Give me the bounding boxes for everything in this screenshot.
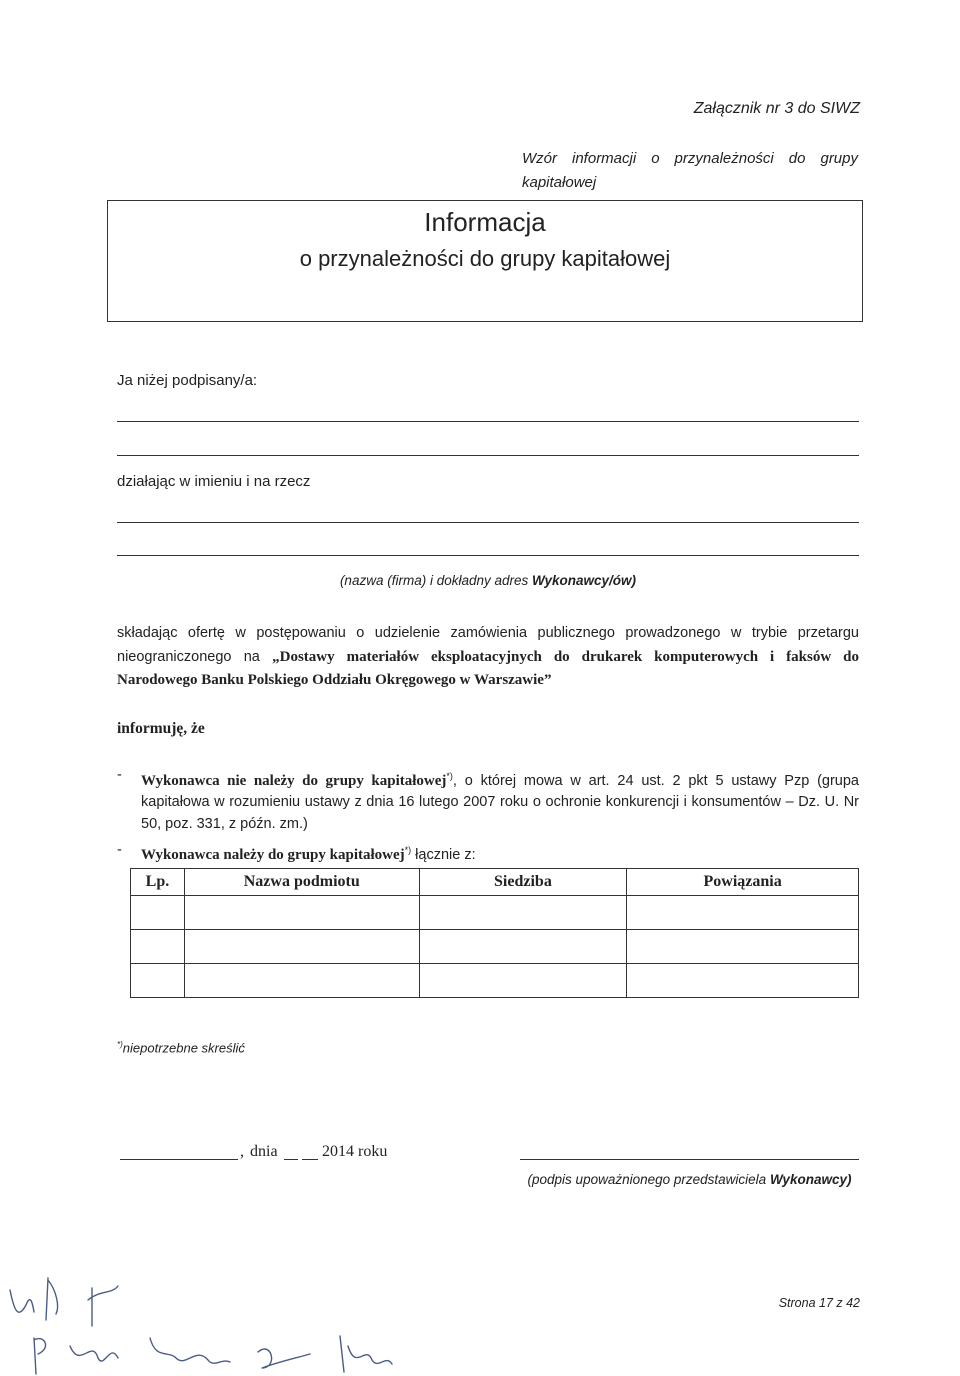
initial-stroke-5 (70, 1346, 118, 1361)
option-1-footnote-marker: *) (446, 771, 453, 781)
attachment-label: Załącznik nr 3 do SIWZ (693, 100, 860, 117)
template-line-2: kapitałowej (522, 174, 597, 191)
table-row (131, 930, 859, 964)
footnote (117, 1040, 245, 1055)
acting-label: działając w imieniu i na rzecz (117, 473, 311, 490)
initial-stroke-2 (46, 1278, 58, 1320)
contractor-field-line-2[interactable] (117, 555, 859, 556)
option-1-text (141, 766, 859, 835)
initial-stroke-8 (340, 1336, 392, 1372)
table-cell[interactable] (131, 896, 185, 930)
initial-stroke-3 (88, 1286, 118, 1326)
table-cell[interactable] (131, 930, 185, 964)
col-header-lp: Lp. (131, 869, 185, 896)
signed-field-line-1[interactable] (117, 421, 859, 422)
table-cell[interactable] (627, 930, 859, 964)
option-2-bold: Wykonawca należy do grupy kapitałowej (141, 846, 405, 863)
page-number: Strona 17 z 42 (778, 1296, 860, 1310)
signed-field-line-2[interactable] (117, 455, 859, 456)
template-line-1: Wzór informacji o przynależności do grupy (522, 150, 858, 167)
initial-stroke-7 (258, 1349, 310, 1368)
table-cell[interactable] (627, 896, 859, 930)
option-2-footnote-marker: *) (404, 845, 412, 855)
contractor-caption-bold: Wykonawcy/ów) (532, 573, 637, 588)
signature-caption-text: (podpis upoważnionego przedstawiciela (527, 1172, 770, 1187)
col-header-relations: Powiązania (627, 869, 859, 896)
table-row (131, 896, 859, 930)
day-field-line[interactable] (284, 1159, 298, 1160)
entities-table (130, 868, 859, 998)
contractor-field-line-1[interactable] (117, 522, 859, 523)
signature-field-line[interactable] (520, 1159, 859, 1160)
option-2-dash: - (117, 842, 122, 858)
date-dnia-label: dnia (250, 1143, 278, 1160)
col-header-seat: Siedziba (419, 869, 627, 896)
table-cell[interactable] (184, 964, 419, 998)
option-1-bold: Wykonawca nie należy do grupy kapitałowej (141, 772, 447, 789)
date-year: 2014 roku (322, 1143, 388, 1160)
table-cell[interactable] (184, 896, 419, 930)
footnote-marker: *) (117, 1040, 123, 1049)
table-cell[interactable] (627, 964, 859, 998)
table-cell[interactable] (419, 964, 627, 998)
intro-text: składając ofertę w postępowaniu o udzielenie zamówienia publicznego prowadzonego w trybie przetargu nieograniczonego na (117, 625, 859, 665)
table-row (131, 964, 859, 998)
date-comma: , (240, 1143, 244, 1160)
contractor-caption (117, 573, 859, 588)
place-field-line[interactable] (120, 1159, 238, 1160)
document-title: Informacja (424, 207, 546, 237)
title-box (107, 200, 863, 322)
handwritten-initials (0, 1250, 400, 1376)
table-cell[interactable] (184, 930, 419, 964)
inform-label: informuję, że (117, 720, 205, 737)
table-header-row (131, 869, 859, 896)
signature-caption-bold: Wykonawcy) (769, 1172, 852, 1187)
signed-label: Ja niżej podpisany/a: (117, 372, 258, 389)
option-2-rest: łącznie z: (411, 846, 476, 863)
initial-stroke-6 (150, 1338, 230, 1363)
signature-caption (520, 1172, 859, 1187)
table-cell[interactable] (131, 964, 185, 998)
procurement-title: „Dostawy materiałów eksploatacyjnych do drukarek komputerowych i faksów do Narodowego Banku Polskiego Oddziału Okręgowego w Warszawie” (117, 648, 859, 688)
option-2-text (141, 840, 859, 866)
contractor-caption-text: (nazwa (firma) i dokładny adres (339, 573, 533, 588)
intro-paragraph (117, 622, 859, 693)
table-cell[interactable] (419, 930, 627, 964)
document-subtitle: o przynależności do grupy kapitałowej (299, 246, 671, 271)
table-cell[interactable] (419, 896, 627, 930)
initial-stroke-1 (10, 1290, 34, 1312)
option-1-dash: - (117, 767, 122, 783)
month-field-line[interactable] (302, 1159, 318, 1160)
option-1-rest: , o której mowa w art. 24 ust. 2 pkt 5 ustawy Pzp (grupa kapitałowa w rozumieniu ustawy z dnia 16 lutego 2007 roku o ochronie konkurencji i konsumentów – Dz. U. Nr 50, poz. 331, z późn. zm.) (141, 772, 859, 832)
initial-stroke-4 (34, 1338, 46, 1374)
footnote-text: niepotrzebne skreślić (122, 1040, 245, 1056)
col-header-name: Nazwa podmiotu (184, 869, 419, 896)
